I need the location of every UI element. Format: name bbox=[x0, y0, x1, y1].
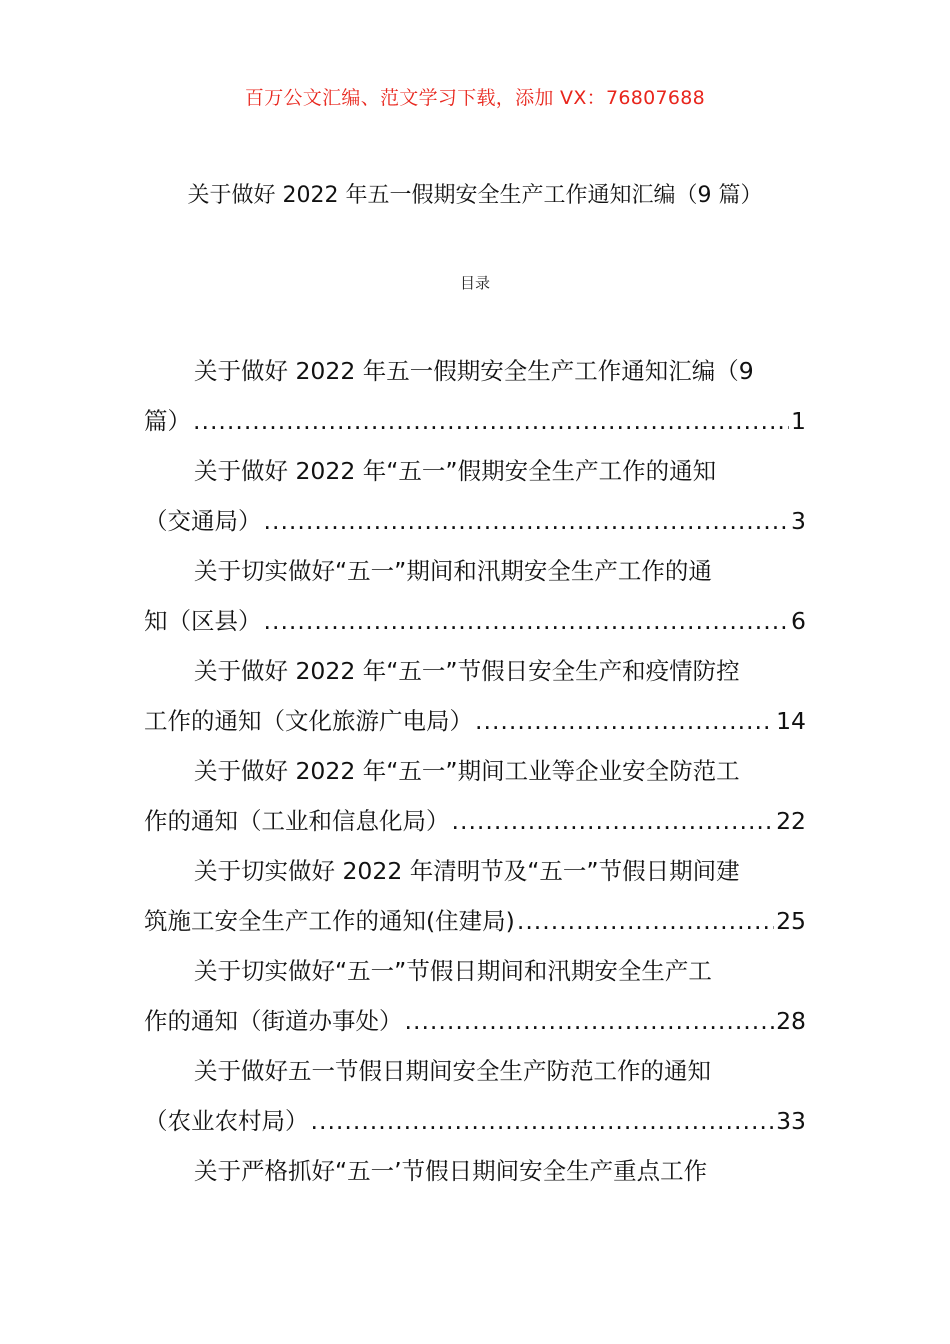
document-title: 关于做好 2022 年五一假期安全生产工作通知汇编（9 篇） bbox=[187, 183, 763, 208]
toc-entry-continuation bbox=[144, 496, 806, 546]
toc-entry-title-end: 工作的通知（文化旅游广电局） bbox=[144, 707, 473, 735]
toc-entry-continuation bbox=[144, 796, 806, 846]
toc-entry[interactable] bbox=[144, 546, 806, 646]
toc-entry-continuation bbox=[144, 396, 806, 446]
toc-dot-leader bbox=[264, 596, 790, 646]
toc-entry-title: 关于做好 2022 年“五一”节假日安全生产和疫情防控 bbox=[194, 657, 740, 685]
toc-entry[interactable] bbox=[144, 746, 806, 846]
toc-page-number: 28 bbox=[776, 1007, 806, 1035]
toc-dot-leader bbox=[405, 996, 775, 1046]
toc-dot-leader bbox=[193, 396, 789, 446]
toc-page-number: 3 bbox=[791, 507, 806, 535]
toc-entry-continuation bbox=[144, 696, 806, 746]
table-of-contents bbox=[144, 346, 806, 1246]
toc-entry[interactable] bbox=[144, 1146, 806, 1246]
toc-entry[interactable] bbox=[144, 346, 806, 446]
toc-entry-title-end: 作的通知（工业和信息化局） bbox=[144, 807, 450, 835]
toc-page-number: 33 bbox=[776, 1107, 806, 1135]
toc-page-number: 1 bbox=[791, 407, 806, 435]
toc-dot-leader bbox=[452, 796, 775, 846]
toc-entry-title: 关于做好 2022 年五一假期安全生产工作通知汇编（9 bbox=[194, 357, 754, 385]
toc-entry-title-end: 筑施工安全生产工作的通知(住建局) bbox=[144, 907, 515, 935]
toc-entry-title: 关于做好 2022 年“五一”期间工业等企业安全防范工 bbox=[194, 757, 740, 785]
toc-entry-title: 关于严格抓好“五一’节假日期间安全生产重点工作 bbox=[194, 1157, 708, 1185]
toc-dot-leader bbox=[517, 896, 774, 946]
toc-entry[interactable] bbox=[144, 646, 806, 746]
toc-entry[interactable] bbox=[144, 446, 806, 546]
toc-page-number: 22 bbox=[776, 807, 806, 835]
toc-entry-title-end: （农业农村局） bbox=[144, 1107, 309, 1135]
toc-entry[interactable] bbox=[144, 846, 806, 946]
toc-entry[interactable] bbox=[144, 1046, 806, 1146]
toc-entry-continuation bbox=[144, 1096, 806, 1146]
toc-entry-title-end: 篇） bbox=[144, 407, 191, 435]
toc-page-number: 25 bbox=[776, 907, 806, 935]
toc-entry-title-end: 知（区县） bbox=[144, 607, 262, 635]
toc-page-number: 14 bbox=[776, 707, 806, 735]
toc-entry-title: 关于做好五一节假日期间安全生产防范工作的通知 bbox=[194, 1057, 711, 1085]
toc-entry-continuation bbox=[144, 896, 806, 946]
toc-page-number: 6 bbox=[791, 607, 806, 635]
toc-entry-title: 关于切实做好 2022 年清明节及“五一”节假日期间建 bbox=[194, 857, 740, 885]
promo-banner: 百万公文汇编、范文学习下载，添加 VX：76807688 bbox=[244, 87, 706, 109]
toc-entry-title: 关于切实做好“五一”期间和汛期安全生产工作的通 bbox=[194, 557, 712, 585]
toc-entry-continuation bbox=[144, 996, 806, 1046]
toc-entry-title-end: （交通局） bbox=[144, 507, 262, 535]
toc-dot-leader bbox=[264, 496, 790, 546]
toc-heading: 目录 bbox=[459, 274, 490, 292]
toc-entry-title: 关于切实做好“五一”节假日期间和汛期安全生产工 bbox=[194, 957, 712, 985]
toc-entry-continuation bbox=[144, 596, 806, 646]
toc-dot-leader bbox=[475, 696, 774, 746]
toc-dot-leader bbox=[311, 1096, 775, 1146]
toc-entry-title-end: 作的通知（街道办事处） bbox=[144, 1007, 403, 1035]
toc-entry-title: 关于做好 2022 年“五一”假期安全生产工作的通知 bbox=[194, 457, 717, 485]
toc-entry[interactable] bbox=[144, 946, 806, 1046]
